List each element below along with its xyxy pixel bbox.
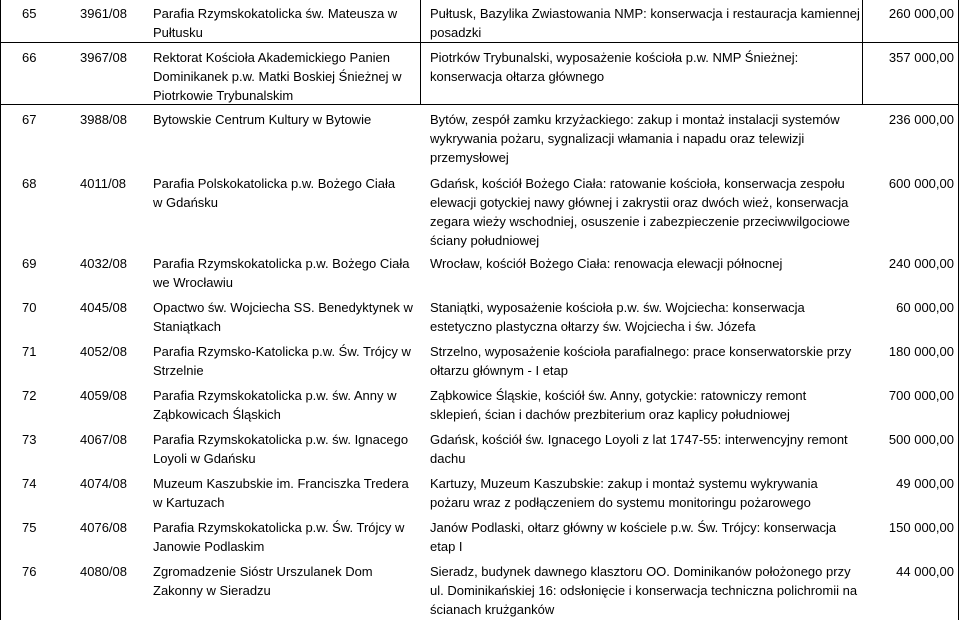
row-nr: 3961/08: [80, 6, 127, 21]
row-nr: 4045/08: [80, 300, 127, 315]
table-border-left: [0, 0, 1, 620]
row-nr: 4052/08: [80, 344, 127, 359]
row-institution: Opactwo św. Wojciecha SS. Benedyktynek w Staniątkach: [153, 300, 413, 334]
row-amount: 180 000,00: [888, 344, 954, 359]
row-amount: 500 000,00: [888, 432, 954, 447]
column-divider: [420, 0, 421, 104]
row-institution: Parafia Polskokatolicka p.w. Bożego Ciała w Gdańsku: [153, 176, 396, 210]
row-description: Bytów, zespół zamku krzyżackiego: zakup i montaż instalacji systemów wykrywania pożaru, sygnalizacji włamania i napadu oraz telewizji przemysłowej: [430, 112, 840, 165]
row-description: Sieradz, budynek dawnego klasztoru OO. Dominikanów położonego przy ul. Dominikańskiej 16: odsłonięcie i konserwacja techniczna polichromii na ścianach krużganków: [430, 564, 858, 617]
row-lp: 72: [22, 388, 37, 403]
row-institution: Zgromadzenie Sióstr Urszulanek Dom Zakonny w Sieradzu: [153, 564, 373, 598]
row-lp: 74: [22, 476, 37, 491]
row-lp: 66: [22, 50, 37, 65]
row-description: Staniątki, wyposażenie kościoła p.w. św. Wojciecha: konserwacja estetyczno plastyczna ołtarzy św. Wojciecha i św. Józefa: [430, 300, 805, 334]
row-lp: 68: [22, 176, 37, 191]
row-lp: 76: [22, 564, 37, 579]
row-nr: 4011/08: [80, 176, 127, 191]
row-lp: 65: [22, 6, 37, 21]
row-lp: 73: [22, 432, 37, 447]
row-nr: 4032/08: [80, 256, 127, 271]
row-institution: Parafia Rzymskokatolicka p.w. św. Ignacego Loyoli w Gdańsku: [153, 432, 409, 466]
row-description: Strzelno, wyposażenie kościoła parafialnego: prace konserwatorskie przy ołtarzu głównym - I etap: [430, 344, 852, 378]
row-amount: 600 000,00: [888, 176, 954, 191]
row-amount: 260 000,00: [888, 6, 954, 21]
row-lp: 69: [22, 256, 37, 271]
row-amount: 357 000,00: [888, 50, 954, 65]
row-lp: 70: [22, 300, 37, 315]
row-description: Janów Podlaski, ołtarz główny w kościele p.w. Św. Trójcy: konserwacja etap I: [430, 520, 837, 554]
row-description: Pułtusk, Bazylika Zwiastowania NMP: konserwacja i restauracja kamiennej posadzki: [430, 6, 860, 40]
row-nr: 4074/08: [80, 476, 127, 491]
row-institution: Parafia Rzymskokatolicka p.w. św. Anny w Ząbkowicach Śląskich: [153, 388, 397, 422]
row-nr: 4076/08: [80, 520, 127, 535]
row-amount: 700 000,00: [888, 388, 954, 403]
row-lp: 71: [22, 344, 37, 359]
row-institution: Rektorat Kościoła Akademickiego Panien Dominikanek p.w. Matki Boskiej Śnieżnej w Piotrkowie Trybunalskim: [153, 50, 402, 103]
row-amount: 60 000,00: [896, 300, 954, 315]
row-lp: 75: [22, 520, 37, 535]
row-description: Gdańsk, kościół św. Ignacego Loyoli z lat 1747-55: interwencyjny remont dachu: [430, 432, 848, 466]
row-amount: 240 000,00: [888, 256, 954, 271]
row-description: Ząbkowice Śląskie, kościół św. Anny, gotyckie: ratowniczy remont sklepień, ścian i dachów prezbiterium oraz kaplicy południowej: [430, 388, 807, 422]
row-nr: 3967/08: [80, 50, 127, 65]
row-amount: 49 000,00: [896, 476, 954, 491]
row-description: Gdańsk, kościół Bożego Ciała: ratowanie kościoła, konserwacja zespołu elewacji gotyckiej nawy głównej i zakrystii oraz dwóch wież, konserwacja zegara wieży wschodniej, osuszenie i zabezpieczenie przeciwwilgociowe ściany południowej: [430, 176, 850, 248]
row-amount: 236 000,00: [888, 112, 954, 127]
row-description: Piotrków Trybunalski, wyposażenie kościoła p.w. NMP Śnieżnej: konserwacja ołtarza głównego: [430, 50, 799, 84]
row-description: Kartuzy, Muzeum Kaszubskie: zakup i montaż systemu wykrywania pożaru wraz z podłączeniem do systemu monitoringu pożarowego: [430, 476, 818, 510]
row-amount: 150 000,00: [888, 520, 954, 535]
row-institution: Parafia Rzymskokatolicka p.w. Bożego Ciała we Wrocławiu: [153, 256, 410, 290]
row-nr: 4059/08: [80, 388, 127, 403]
row-nr: 3988/08: [80, 112, 127, 127]
table-border-right: [958, 0, 959, 620]
row-description: Wrocław, kościół Bożego Ciała: renowacja elewacji północnej: [430, 256, 783, 271]
row-amount: 44 000,00: [896, 564, 954, 579]
row-divider: [0, 104, 959, 105]
row-institution: Parafia Rzymsko-Katolicka p.w. Św. Trójcy w Strzelnie: [153, 344, 411, 378]
row-institution: Parafia Rzymskokatolicka św. Mateusza w Pułtusku: [153, 6, 398, 40]
row-nr: 4067/08: [80, 432, 127, 447]
row-divider: [0, 42, 959, 43]
row-institution: Muzeum Kaszubskie im. Franciszka Tredera w Kartuzach: [153, 476, 409, 510]
row-nr: 4080/08: [80, 564, 127, 579]
row-institution: Parafia Rzymskokatolicka p.w. Św. Trójcy w Janowie Podlaskim: [153, 520, 405, 554]
row-institution: Bytowskie Centrum Kultury w Bytowie: [153, 112, 372, 127]
row-lp: 67: [22, 112, 37, 127]
